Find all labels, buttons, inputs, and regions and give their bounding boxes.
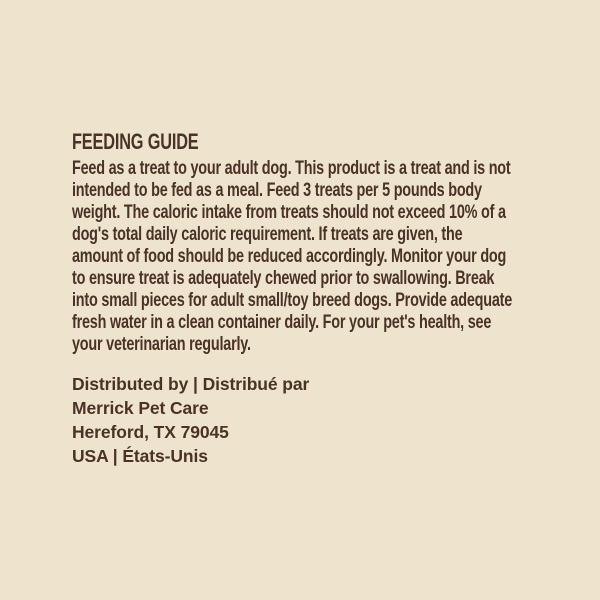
distributor-section	[72, 372, 542, 468]
distributor-line: Distributed by | Distribué par	[72, 374, 310, 394]
distributor-line: USA | États-Unis	[72, 446, 208, 466]
feeding-guide-heading: FEEDING GUIDE	[72, 129, 199, 154]
feeding-guide-line: into small pieces for adult small/toy breed dogs. Provide adequate	[72, 289, 513, 311]
feeding-guide-line: your veterinarian regularly.	[72, 333, 251, 355]
feeding-guide-line: Feed as a treat to your adult dog. This product is a treat and is not	[72, 157, 511, 179]
distributor-line: Hereford, TX 79045	[72, 422, 229, 442]
feeding-guide-line: amount of food should be reduced accordingly. Monitor your dog	[72, 245, 507, 267]
feeding-guide-line: fresh water in a clean container daily. For your pet's health, see	[72, 311, 492, 333]
feeding-guide-line: dog's total daily caloric requirement. If treats are given, the	[72, 223, 463, 245]
feeding-guide-line: weight. The caloric intake from treats should not exceed 10% of a	[72, 201, 506, 223]
feeding-guide-line: to ensure treat is adequately chewed prior to swallowing. Break	[72, 267, 495, 289]
feeding-guide-line: intended to be fed as a meal. Feed 3 treats per 5 pounds body	[72, 179, 482, 201]
feeding-guide-section	[72, 129, 542, 355]
feeding-guide-paragraph	[72, 157, 542, 355]
distributor-line: Merrick Pet Care	[72, 398, 209, 418]
